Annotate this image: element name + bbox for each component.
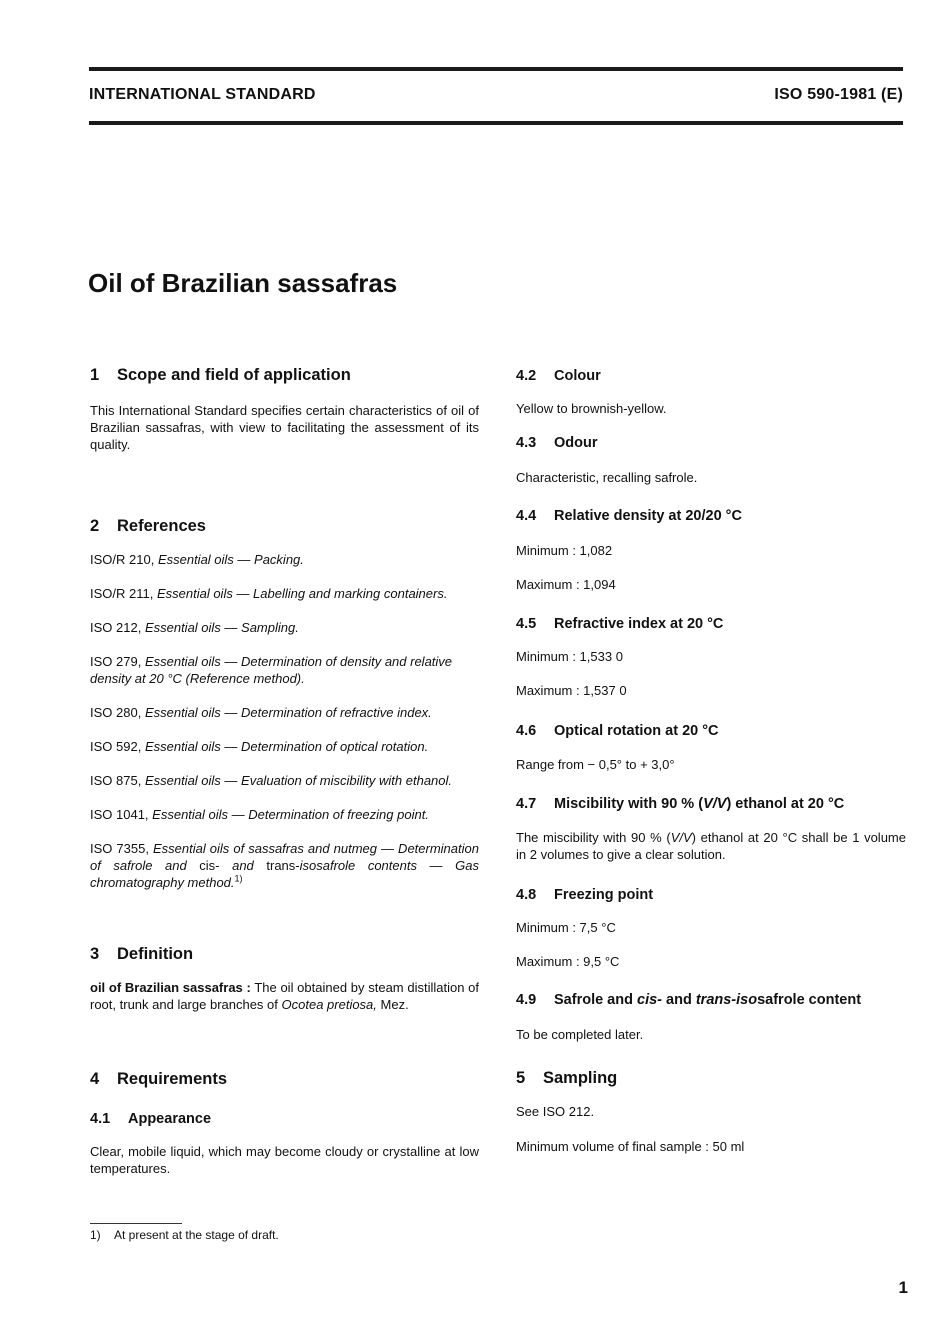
defined-term: oil of Brazilian sassafras : (90, 980, 251, 995)
reference-item: ISO 7355, Essential oils of sassafras and nutmeg — Determination of safrole and cis- and trans-isosafrole contents — Gas chromatography method.$^{1)}$ (90, 841, 479, 890)
safrole-text: To be completed later. (516, 1027, 644, 1042)
reference-item: ISO 280, Essential oils — Determination of refractive index. (90, 705, 432, 720)
section-2-heading (90, 515, 479, 537)
sampling-reference: See ISO 212. (516, 1104, 595, 1119)
species-name: Ocotea pretiosa, (281, 997, 377, 1012)
section-number: 2 (90, 517, 100, 535)
subsection-4-4-heading: 4.4 Relative density at 20/20 °C (516, 508, 742, 524)
footnote-reference: 1) (234, 873, 243, 884)
density-minimum: Minimum : 1,082 (516, 543, 613, 558)
document-type: INTERNATIONAL STANDARD (89, 86, 316, 103)
header-top-rule (89, 67, 903, 71)
colour-text: Yellow to brownish-yellow. (516, 401, 667, 416)
sampling-volume: Minimum volume of final sample : 50 ml (516, 1139, 745, 1154)
section-number: 4 (90, 1070, 100, 1088)
scope-text: This International Standard specifies certain characteristics of oil of Brazilian sassafras, with view to facilitating the assessment of its quality. (90, 403, 479, 452)
subsection-4-9-heading: 4.9 Safrole and cis- and trans-isosafrole content (516, 992, 862, 1008)
miscibility-text: The miscibility with 90 % (V/V) ethanol at 20 °C shall be 1 volume in 2 volumes to give a clear solution. (516, 830, 906, 862)
refractive-minimum: Minimum : 1,533 0 (516, 649, 623, 664)
footnote-rule (90, 1223, 182, 1224)
freezing-minimum: Minimum : 7,5 °C (516, 920, 616, 935)
subsection-4-2-heading: 4.2 Colour (516, 368, 601, 384)
document-number: ISO 590-1981 (E) (774, 86, 903, 103)
refractive-maximum: Maximum : 1,537 0 (516, 683, 627, 698)
section-title: Definition (117, 945, 194, 963)
reference-item: ISO/R 211, Essential oils — Labelling and marking containers. (90, 586, 448, 601)
reference-item: ISO 212, Essential oils — Sampling. (90, 620, 299, 635)
freezing-maximum: Maximum : 9,5 °C (516, 954, 620, 969)
references-list (90, 551, 479, 891)
odour-text: Characteristic, recalling safrole. (516, 470, 698, 485)
subsection-4-8-heading: 4.8 Freezing point (516, 887, 654, 903)
reference-item: ISO 592, Essential oils — Determination of optical rotation. (90, 739, 429, 754)
section-4-heading (90, 1068, 479, 1090)
subsection-4-7-heading: 4.7 Miscibility with 90 % (V/V) ethanol at 20 °C (516, 796, 845, 812)
section-number: 5 (516, 1069, 526, 1087)
subsection-4-5-heading: 4.5 Refractive index at 20 °C (516, 616, 724, 632)
header-bottom-rule (89, 121, 903, 125)
section-number: 3 (90, 945, 100, 963)
footnote-number: 1) (90, 1228, 101, 1242)
right-column (516, 364, 906, 1155)
section-title: Sampling (543, 1069, 618, 1087)
density-maximum: Maximum : 1,094 (516, 577, 616, 592)
left-column (90, 364, 479, 1177)
definition-text: oil of Brazilian sassafras : The oil obtained by steam distillation of root, trunk and large branches of Ocotea pretiosa, Mez. (90, 980, 479, 1012)
section-title: References (117, 517, 206, 535)
document-title: Oil of Brazilian sassafras (88, 268, 398, 298)
subsection-4-1-heading: 4.1 Appearance (90, 1111, 212, 1127)
optical-rotation-range: Range from − 0,5° to + 3,0° (516, 757, 675, 772)
section-5-heading (516, 1067, 906, 1089)
reference-item: ISO 875, Essential oils — Evaluation of miscibility with ethanol. (90, 773, 453, 788)
section-title: Requirements (117, 1070, 228, 1088)
footnote (90, 1228, 279, 1242)
appearance-text: Clear, mobile liquid, which may become cloudy or crystalline at low temperatures. (90, 1144, 479, 1176)
section-1-heading (90, 364, 479, 386)
footnote-text: At present at the stage of draft. (114, 1228, 279, 1242)
subsection-4-6-heading: 4.6 Optical rotation at 20 °C (516, 723, 719, 739)
page-number: 1 (898, 1278, 908, 1297)
reference-item: ISO 279, Essential oils — Determination of density and relative density at 20 °C (Reference method). (90, 654, 453, 686)
reference-item: ISO/R 210, Essential oils — Packing. (90, 552, 304, 567)
subsection-4-3-heading: 4.3 Odour (516, 435, 598, 451)
section-title: Scope and field of application (117, 366, 351, 384)
section-3-heading (90, 943, 479, 965)
section-number: 1 (90, 366, 100, 384)
reference-item: ISO 1041, Essential oils — Determination of freezing point. (90, 807, 429, 822)
